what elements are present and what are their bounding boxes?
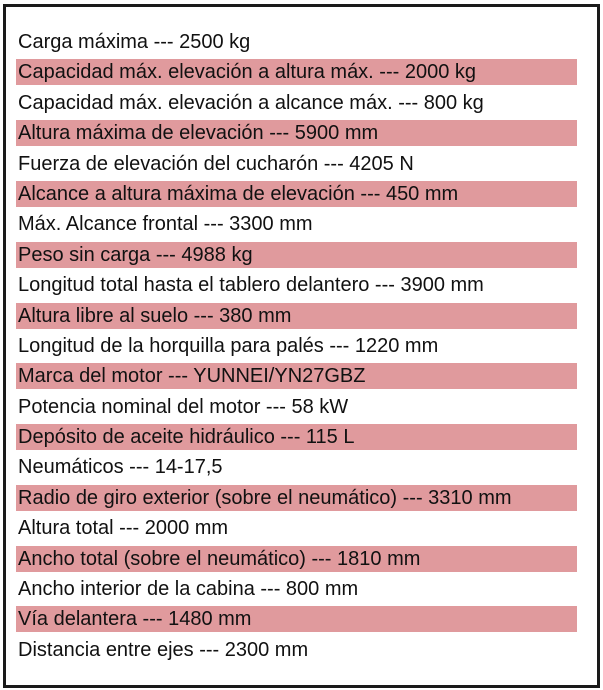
spec-text: Altura máxima de elevación --- 5900 mm	[18, 122, 379, 145]
spec-row	[16, 209, 577, 239]
spec-row	[16, 242, 577, 268]
spec-row	[16, 606, 577, 632]
spec-row	[16, 574, 577, 604]
spec-text: Peso sin carga --- 4988 kg	[18, 243, 253, 266]
spec-text: Capacidad máx. elevación a alcance máx. --- 800 kg	[18, 91, 484, 114]
spec-row	[16, 120, 577, 146]
spec-text: Longitud de la horquilla para palés --- 1220 mm	[18, 334, 439, 357]
spec-text: Ancho interior de la cabina --- 800 mm	[18, 578, 359, 601]
spec-row	[16, 513, 577, 543]
spec-text: Altura libre al suelo --- 380 mm	[18, 304, 292, 327]
spec-row	[16, 546, 577, 572]
spec-row	[16, 27, 577, 57]
spec-text: Máx. Alcance frontal --- 3300 mm	[18, 213, 313, 236]
spec-row	[16, 485, 577, 511]
spec-row	[16, 331, 577, 361]
spec-row	[16, 392, 577, 422]
spec-text: Capacidad máx. elevación a altura máx. --- 2000 kg	[18, 61, 477, 84]
spec-text: Radio de giro exterior (sobre el neumático) --- 3310 mm	[18, 486, 512, 509]
spec-row	[16, 452, 577, 482]
spec-text: Ancho total (sobre el neumático) --- 1810 mm	[18, 547, 421, 570]
spec-text: Marca del motor --- YUNNEI/YN27GBZ	[18, 365, 366, 388]
spec-row	[16, 88, 577, 118]
spec-text: Longitud total hasta el tablero delantero --- 3900 mm	[18, 274, 484, 297]
spec-row	[16, 635, 577, 665]
spec-row	[16, 303, 577, 329]
spec-text: Carga máxima --- 2500 kg	[18, 31, 251, 53]
spec-text: Vía delantera --- 1480 mm	[18, 608, 252, 631]
spec-row	[16, 424, 577, 450]
spec-text: Fuerza de elevación del cucharón --- 4205 N	[18, 152, 414, 175]
spec-row	[16, 181, 577, 207]
spec-text: Neumáticos --- 14-17,5	[18, 456, 223, 479]
spec-row	[16, 363, 577, 389]
spec-text: Altura total --- 2000 mm	[18, 517, 229, 540]
spec-text: Alcance a altura máxima de elevación --- 450 mm	[18, 182, 459, 205]
spec-text: Potencia nominal del motor --- 58 kW	[18, 395, 349, 418]
spec-row	[16, 149, 577, 179]
spec-text: Distancia entre ejes --- 2300 mm	[18, 638, 309, 661]
spec-row	[16, 270, 577, 300]
spec-sheet-box	[3, 4, 600, 688]
spec-list	[16, 27, 577, 665]
spec-row	[16, 59, 577, 85]
spec-text: Depósito de aceite hidráulico --- 115 L	[18, 426, 355, 449]
